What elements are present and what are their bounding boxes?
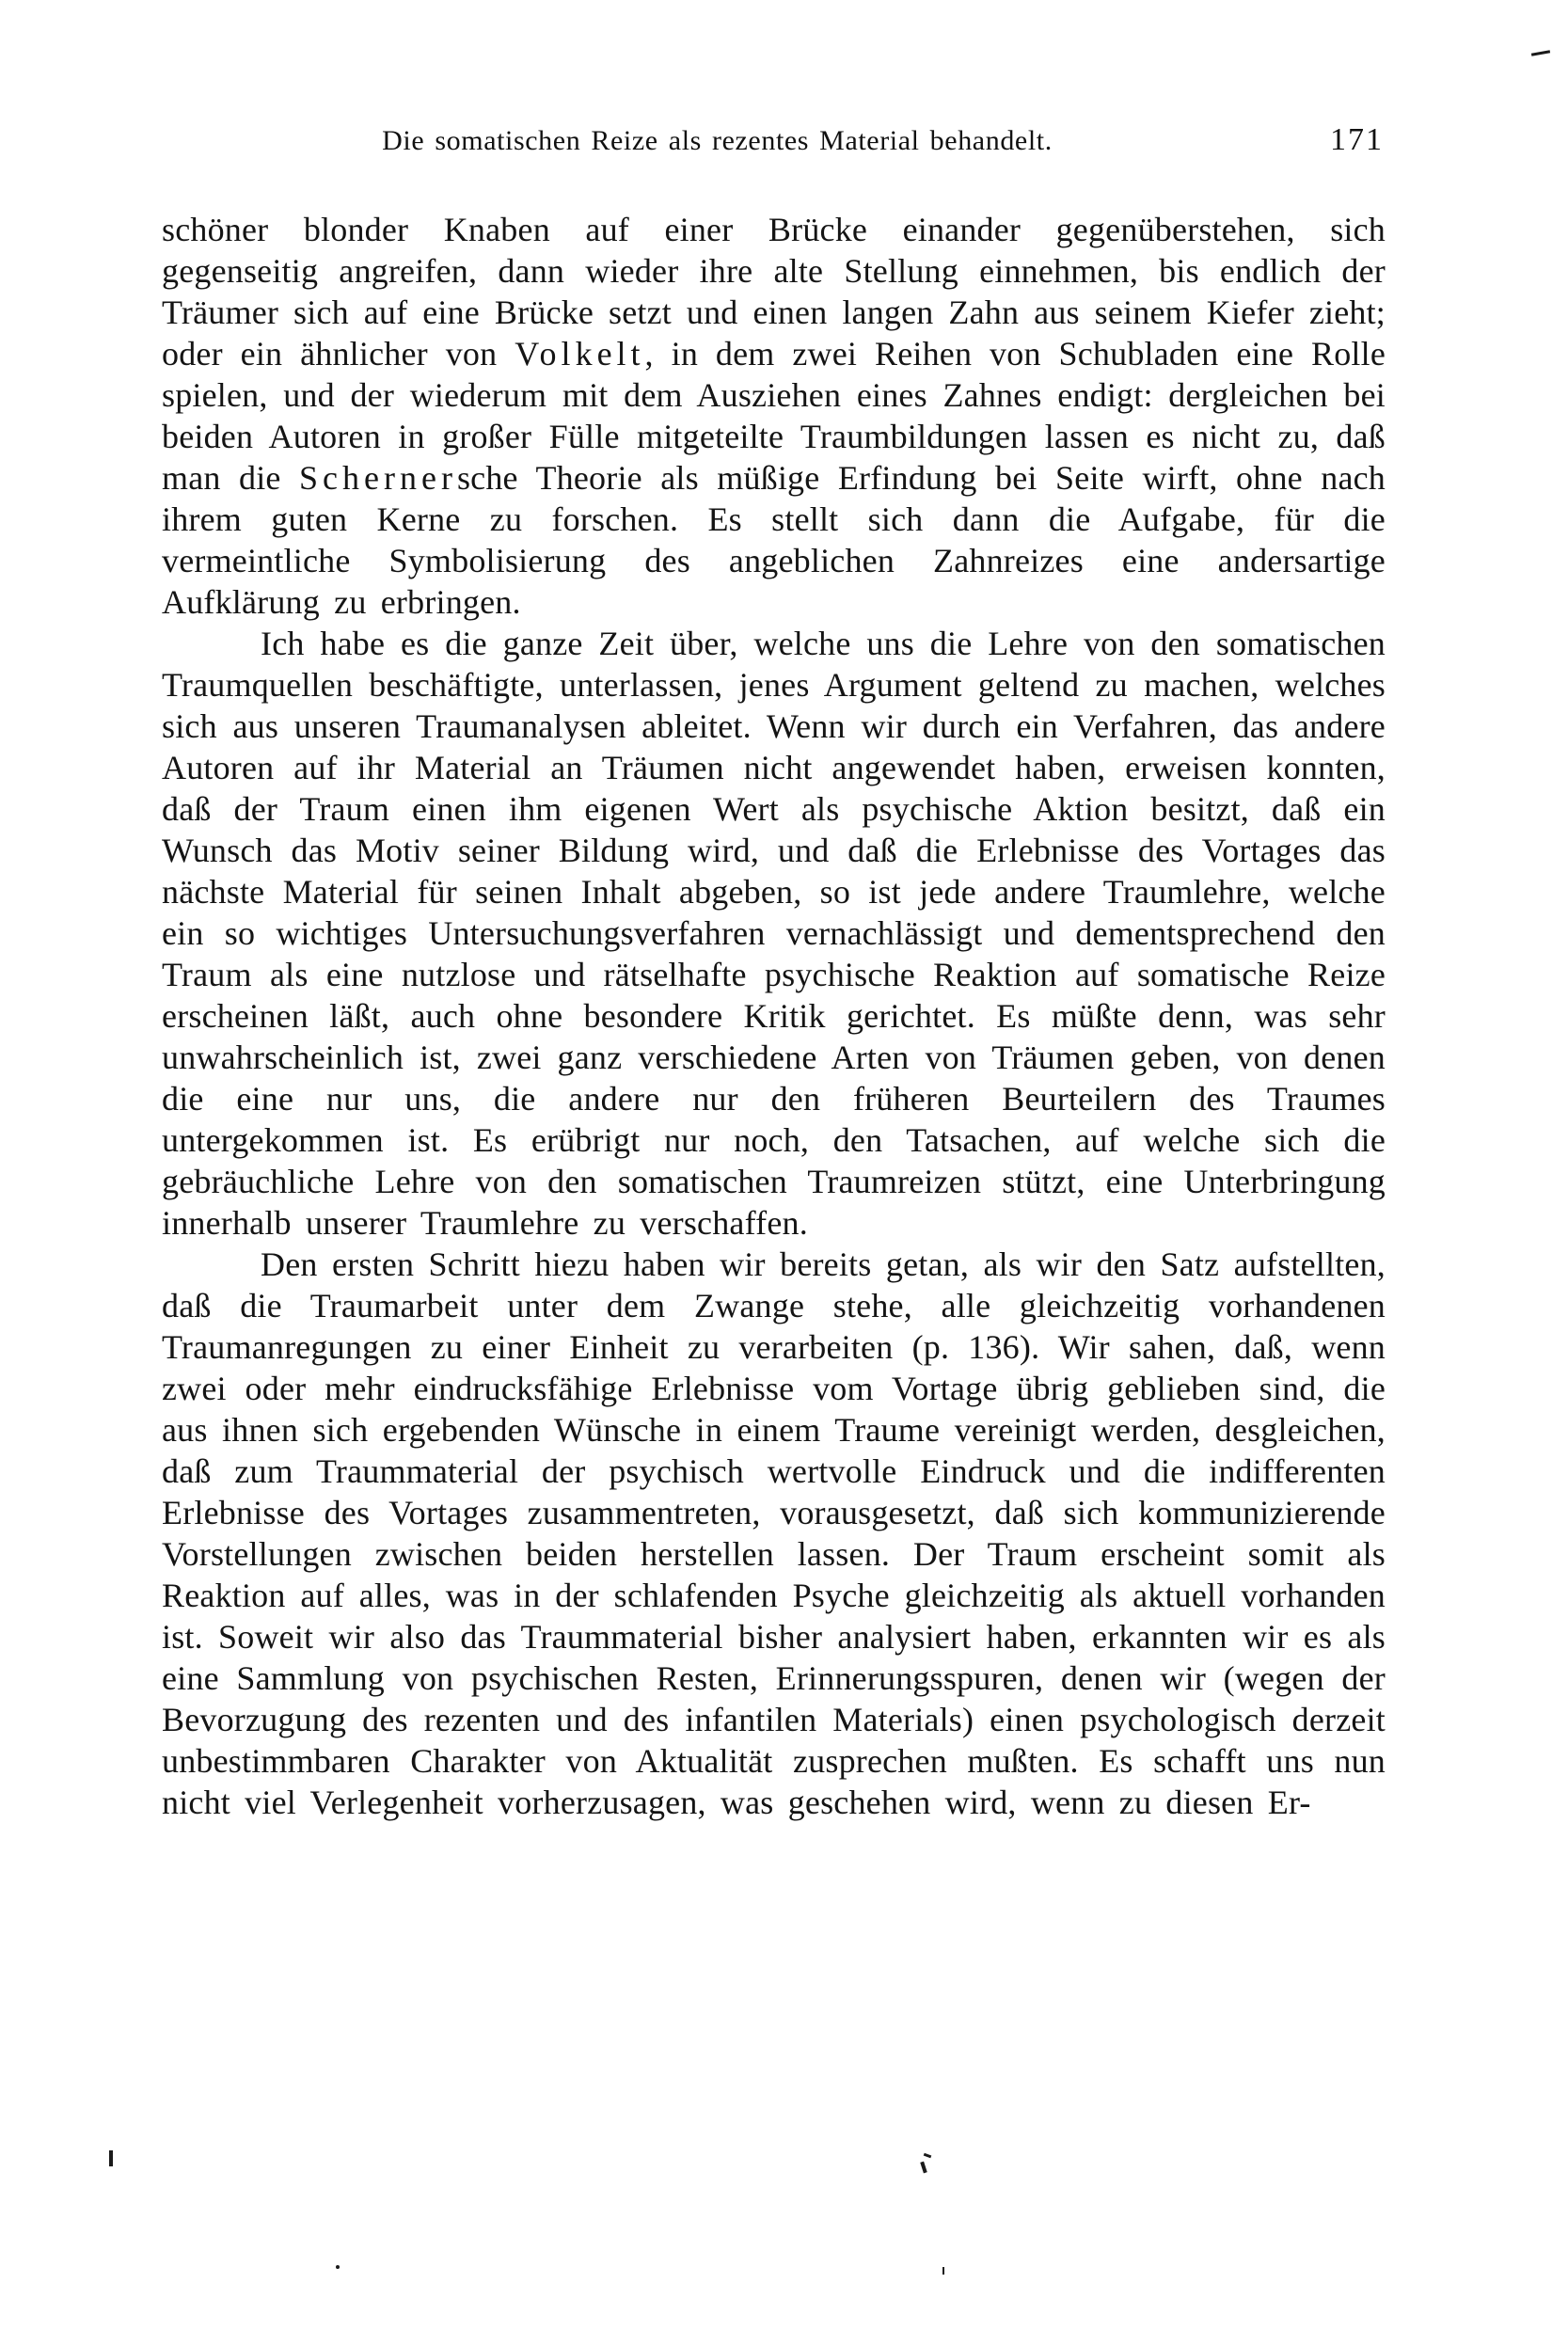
scan-artifact-speck bbox=[1531, 50, 1550, 56]
scan-artifact-speck bbox=[336, 2265, 340, 2269]
scan-artifact-speck bbox=[109, 2150, 113, 2166]
scan-artifact-speck bbox=[942, 2267, 944, 2275]
paragraph bbox=[162, 623, 1386, 1244]
page-text bbox=[162, 209, 1386, 1823]
page-number: 171 bbox=[1330, 122, 1384, 157]
text-segment: Den ersten Schritt hiezu haben wir bereits getan, als wir den Satz aufstellten, daß die Traumarbeit unter dem Zwange stehe, alle gleichzeitig vorhandenen Traumanregungen zu einer Einheit zu verarbeiten (p. 136). Wir sahen, daß, wenn zwei oder mehr eindrucksfähige Erlebnisse vom Vortage übrig geblieben sind, die aus ihnen sich ergebenden Wünsche in einem Traume vereinigt werden, desgleichen, daß zum Traummaterial der psychisch wertvolle Eindruck und die indifferenten Erlebnisse des Vortages zusammentreten, vorausgesetzt, daß sich kommunizierende Vorstellungen zwischen beiden herstellen lassen. Der Traum erscheint somit als Reaktion auf alles, was in der schlafenden Psyche gleichzeitig als aktuell vorhanden ist. Soweit wir also das Traummaterial bisher analysiert haben, erkannten wir es als eine Sammlung von psychischen Resten, Erinnerungsspuren, denen wir (wegen der Bevorzugung des rezenten und des infantilen Materials) einen psychologisch derzeit unbestimmbaren Charakter von Aktualität zusprechen mußten. Es schafft uns nun nicht viel Verlegenheit vorherzusagen, was geschehen wird, wenn zu diesen Er- bbox=[162, 1245, 1386, 1821]
text-segment: , in dem zwei Reihen von Schubladen eine Rolle spielen, und der wiederum mit dem Ausziehen eines Zahnes endigt: dergleichen bei beiden Autoren in großer Fülle mitgeteilte Traumbildungen lassen es nicht zu, daß man die bbox=[162, 335, 1386, 497]
text-segment: schöner blonder Knaben auf einer Brücke einander gegenüberstehen, sich gegenseitig angreifen, dann wieder ihre alte Stellung einnehmen, bis endlich der Träumer sich auf eine Brücke setzt und einen langen Zahn aus seinem Kiefer zieht; oder ein ähnlicher von bbox=[162, 211, 1386, 373]
letterspaced-name: Scherner bbox=[299, 459, 457, 497]
scan-artifact-speck bbox=[924, 2153, 932, 2159]
running-header bbox=[162, 122, 1386, 162]
text-segment: Ich habe es die ganze Zeit über, welche uns die Lehre von den somatischen Traumquellen beschäftigte, unterlassen, jenes Argument geltend zu machen, welches sich aus unseren Traumanalysen ableitet. Wenn wir durch ein Verfahren, das andere Autoren auf ihr Material an Träumen nicht angewendet haben, erweisen konnten, daß der Traum einen ihm eigenen Wert als psychische Aktion besitzt, daß ein Wunsch das Motiv seiner Bildung wird, und daß die Erlebnisse des Vortages das nächste Material für seinen Inhalt abgeben, so ist jede andere Traumlehre, welche ein so wichtiges Untersuchungsverfahren vernachlässigt und dementsprechend den Traum als eine nutzlose und rätselhafte psychische Reaktion auf somatische Reize erscheinen läßt, auch ohne besondere Kritik gerichtet. Es müßte denn, was sehr unwahrscheinlich ist, zwei ganz verschiedene Arten von Träumen geben, von denen die eine nur uns, die andere nur den früheren Beurteilern des Traumes untergekommen ist. Es erübrigt nur noch, den Tatsachen, auf welche sich die gebräuchliche Lehre von den somatischen Traumreizen stützt, eine Unterbringung innerhalb unserer Traumlehre zu verschaffen. bbox=[162, 625, 1386, 1242]
scan-artifact-speck bbox=[920, 2162, 927, 2174]
paragraph bbox=[162, 209, 1386, 623]
paragraph bbox=[162, 1244, 1386, 1823]
text-segment: sche Theorie als müßige Erfindung bei Seite wirft, ohne nach ihrem guten Kerne zu forschen. Es stellt sich dann die Aufgabe, für die vermeintliche Symbolisierung des angeblichen Zahnreizes eine andersartige Aufklärung zu erbringen. bbox=[162, 459, 1386, 621]
letterspaced-name: Volkelt bbox=[515, 335, 645, 373]
running-header-title: Die somatischen Reize als rezentes Material behandelt. bbox=[382, 125, 1053, 156]
